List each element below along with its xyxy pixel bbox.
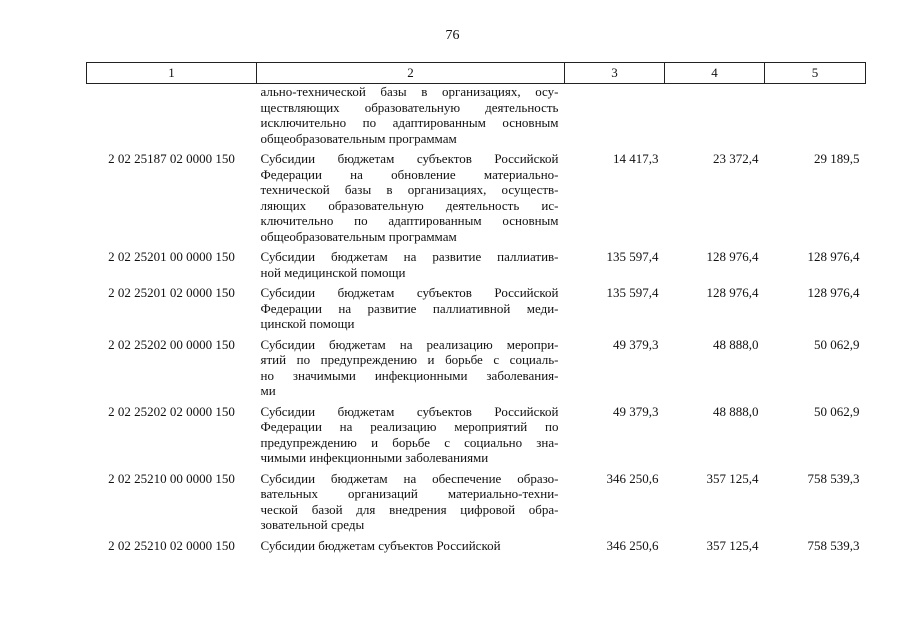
description-line: общеобразовательным программам bbox=[260, 130, 457, 146]
amount-cell-year-2: 357 125,4 bbox=[706, 470, 759, 486]
description-line: ческой базой для внедрения цифровой обра- bbox=[260, 501, 559, 517]
amount-cell-year-1: 14 417,3 bbox=[613, 151, 659, 166]
amount-cell-year-1: 49 379,3 bbox=[613, 403, 659, 419]
budget-code-cell: 2 02 25201 00 0000 150 bbox=[108, 249, 235, 264]
header-col-4: 4 bbox=[665, 63, 765, 84]
amount-cell-year-2: 48 888,0 bbox=[713, 336, 759, 352]
amount-cell-year-2: 357 125,4 bbox=[706, 537, 759, 553]
header-col-5: 5 bbox=[765, 63, 866, 84]
table-row bbox=[87, 249, 866, 285]
amount-cell-year-3: 29 189,5 bbox=[814, 151, 860, 166]
description-cell bbox=[257, 84, 565, 152]
table-row bbox=[87, 538, 866, 559]
description-line: Субсидии бюджетам субъектов Российской bbox=[260, 403, 559, 419]
amount-cell-year-2: 48 888,0 bbox=[713, 403, 759, 419]
page-number: 76 bbox=[445, 28, 460, 43]
description-cell bbox=[257, 337, 565, 404]
budget-code-cell: 2 02 25187 02 0000 150 bbox=[108, 151, 235, 166]
amount-cell-year-3: 128 976,4 bbox=[807, 249, 860, 264]
description-line: ятий по предупреждению и борьбе с социаль- bbox=[260, 352, 559, 367]
table-row bbox=[87, 285, 866, 337]
description-line: предупреждению и борьбе с социально зна- bbox=[260, 434, 559, 450]
amount-cell-year-1: 346 250,6 bbox=[606, 470, 659, 486]
table-row bbox=[87, 337, 866, 404]
header-col-2: 2 bbox=[257, 63, 565, 84]
description-cell bbox=[257, 151, 565, 249]
description-line: вательных организаций материально-техни- bbox=[260, 486, 559, 501]
budget-code-cell: 2 02 25201 02 0000 150 bbox=[108, 285, 235, 300]
amount-cell-year-3: 50 062,9 bbox=[814, 336, 860, 352]
amount-cell-year-2: 128 976,4 bbox=[706, 285, 759, 300]
amount-cell-year-1: 135 597,4 bbox=[606, 249, 659, 264]
description-line: Субсидии бюджетам на реализацию меропри- bbox=[260, 336, 559, 352]
amount-cell-year-3: 128 976,4 bbox=[807, 285, 860, 300]
description-cell bbox=[257, 538, 565, 559]
description-line: исключительно по адаптированным основным bbox=[260, 115, 559, 130]
budget-code-cell bbox=[87, 84, 257, 152]
amount-cell-year-3: 758 539,3 bbox=[807, 470, 860, 486]
table-body bbox=[87, 84, 866, 559]
description-line: цинской помощи bbox=[260, 316, 355, 331]
amount-cell-year-3: 50 062,9 bbox=[814, 403, 860, 419]
description-line: но значимыми инфекционными заболевания- bbox=[260, 367, 559, 383]
description-line: Субсидии бюджетам субъектов Российской bbox=[260, 285, 559, 300]
description-line: Федерации на развитие паллиативной меди- bbox=[260, 300, 559, 316]
table-row bbox=[87, 84, 866, 152]
description-line: Субсидии бюджетам на развитие паллиатив- bbox=[260, 249, 559, 264]
description-line: Федерации на обновление материально- bbox=[260, 166, 559, 182]
table-row bbox=[87, 151, 866, 249]
description-cell bbox=[257, 471, 565, 538]
description-line: ляющих образовательную деятельность ис- bbox=[260, 197, 559, 213]
amount-cell-year-2 bbox=[665, 84, 765, 152]
amount-cell-year-3: 758 539,3 bbox=[807, 537, 860, 553]
header-col-1: 1 bbox=[87, 63, 257, 84]
amount-cell-year-1: 346 250,6 bbox=[606, 537, 659, 553]
amount-cell-year-1: 49 379,3 bbox=[613, 336, 659, 352]
table-header bbox=[87, 63, 866, 84]
description-line: зовательной среды bbox=[260, 517, 365, 532]
budget-code-cell: 2 02 25202 00 0000 150 bbox=[108, 336, 235, 352]
description-line: ществляющих образовательную деятельность bbox=[260, 99, 559, 115]
description-line: чимыми инфекционными заболеваниями bbox=[260, 450, 489, 465]
description-line: технической базы в организациях, осуществ- bbox=[260, 182, 559, 197]
amount-cell-year-1: 135 597,4 bbox=[606, 285, 659, 300]
description-line: ключительно по адаптированным основным bbox=[260, 213, 559, 228]
description-line: Субсидии бюджетам на обеспечение образо- bbox=[260, 470, 559, 486]
table-row bbox=[87, 404, 866, 471]
description-cell bbox=[257, 404, 565, 471]
description-line: Субсидии бюджетам субъектов Российской bbox=[260, 151, 559, 166]
header-row bbox=[87, 63, 866, 84]
description-line: ми bbox=[260, 383, 276, 398]
amount-cell-year-1 bbox=[565, 84, 665, 152]
budget-table bbox=[86, 62, 866, 558]
budget-code-cell: 2 02 25202 02 0000 150 bbox=[108, 403, 235, 419]
description-line: Федерации на реализацию мероприятий по bbox=[260, 419, 559, 434]
table-row bbox=[87, 471, 866, 538]
budget-code-cell: 2 02 25210 00 0000 150 bbox=[108, 470, 235, 486]
description-line: ально-технической базы в организациях, осу- bbox=[260, 84, 559, 99]
description-line: ной медицинской помощи bbox=[260, 264, 406, 280]
description-cell bbox=[257, 249, 565, 285]
description-line: общеобразовательным программам bbox=[260, 228, 457, 244]
amount-cell-year-3 bbox=[765, 84, 866, 152]
amount-cell-year-2: 23 372,4 bbox=[713, 151, 759, 166]
description-line: Субсидии бюджетам субъектов Российской bbox=[260, 537, 501, 553]
budget-code-cell: 2 02 25210 02 0000 150 bbox=[108, 537, 235, 553]
header-col-3: 3 bbox=[565, 63, 665, 84]
amount-cell-year-2: 128 976,4 bbox=[706, 249, 759, 264]
description-cell bbox=[257, 285, 565, 337]
